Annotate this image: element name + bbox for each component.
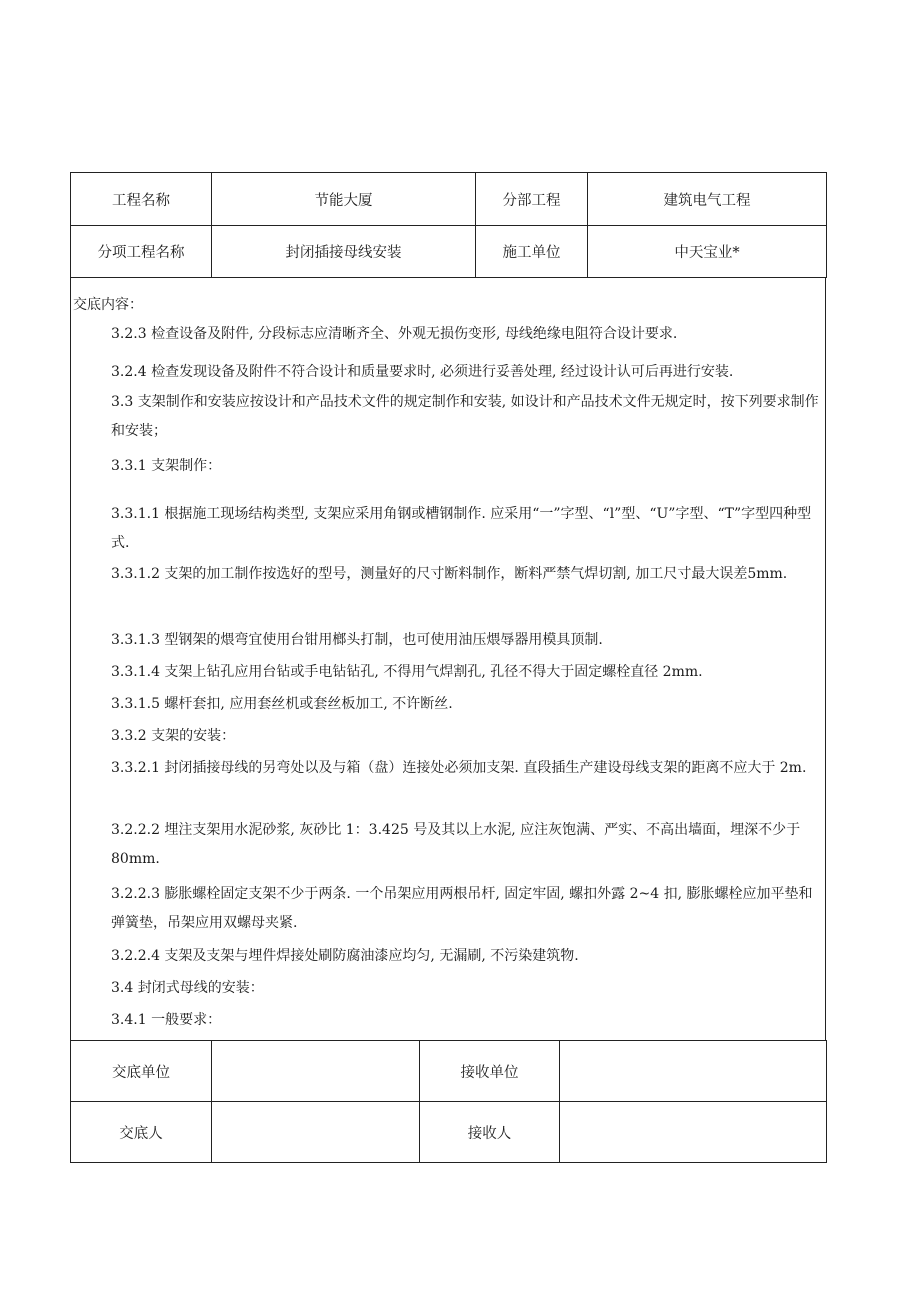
project-name-label: 工程名称 bbox=[71, 173, 212, 226]
signature-table bbox=[70, 1040, 827, 1163]
content-cell bbox=[70, 278, 826, 1040]
paragraph-3-3-1-1: 3.3.1.1 根据施工现场结构类型, 支架应采用角钢或槽钢制作. 应采用“一”字型、“l”型、“U”字型、“T”字型四种型式. bbox=[111, 506, 812, 551]
paragraph-3-3: 3.3 支架制作和安装应按设计和产品技术文件的规定制作和安装, 如设计和产品技术文件无规定时，按下列要求制作和安装； bbox=[111, 394, 819, 439]
project-name-value: 节能大厦 bbox=[212, 173, 476, 226]
paragraph-3-2-2-4: 3.2.2.4 支架及支架与埋件焊接处刷防腐油漆应均匀, 无漏刷, 不污染建筑物. bbox=[111, 948, 579, 964]
handover-person-label: 交底人 bbox=[71, 1102, 212, 1163]
header-row-project bbox=[71, 173, 827, 226]
contractor-label: 施工单位 bbox=[476, 226, 588, 278]
paragraph-3-3-2-1: 3.3.2.1 封闭插接母线的另弯处以及与箱（盘）连接处必须加支架. 直段插生产建设母线支架的距离不应大于 2m. bbox=[111, 760, 807, 776]
handover-unit-label: 交底单位 bbox=[71, 1041, 212, 1102]
paragraph-3-2-4: 3.2.4 检查发现设备及附件不符合设计和质量要求时, 必须进行妥善处理, 经过设计认可后再进行安装. bbox=[111, 364, 734, 380]
receiver-label: 接收人 bbox=[420, 1102, 560, 1163]
paragraph-3-3-1-3: 3.3.1.3 型钢架的煨弯宜使用台钳用榔头打制，也可使用油压煨辱器用模具顶制. bbox=[111, 632, 603, 648]
handover-person-value bbox=[212, 1102, 420, 1163]
contractor-value: 中天宝业* bbox=[588, 226, 827, 278]
paragraph-3-3-1-4: 3.3.1.4 支架上钻孔应用台钻或手电钻钻孔, 不得用气焊割孔, 孔径不得大于固定螺栓直径 2mm. bbox=[111, 664, 703, 680]
paragraph-3-3-1-5: 3.3.1.5 螺杆套扣, 应用套丝机或套丝板加工, 不许断丝. bbox=[111, 696, 453, 712]
subitem-label: 分项工程名称 bbox=[71, 226, 212, 278]
division-value: 建筑电气工程 bbox=[588, 173, 827, 226]
paragraph-3-2-3: 3.2.3 检查设备及附件, 分段标志应清晰齐全、外观无损伤变形, 母线绝缘电阻符合设计要求. bbox=[111, 326, 678, 342]
header-row-subitem bbox=[71, 226, 827, 278]
handover-form bbox=[70, 172, 826, 1163]
content-heading: 交底内容： bbox=[73, 297, 143, 313]
subitem-value: 封闭插接母线安装 bbox=[212, 226, 476, 278]
receiving-unit-value bbox=[560, 1041, 827, 1102]
paragraph-3-2-2-3: 3.2.2.3 膨胀螺栓固定支架不少于两条. 一个吊架应用两根吊杆, 固定牢固, 螺扣外露 2~4 扣, 膨胀螺栓应加平垫和弹簧垫，吊架应用双螺母夹紧. bbox=[111, 886, 813, 931]
receiving-unit-label: 接收单位 bbox=[420, 1041, 560, 1102]
header-table bbox=[70, 172, 827, 278]
paragraph-3-3-1: 3.3.1 支架制作： bbox=[111, 458, 222, 474]
paragraph-3-4-1: 3.4.1 一般要求： bbox=[111, 1012, 222, 1028]
paragraph-3-2-2-2: 3.2.2.2 埋注支架用水泥砂浆, 灰砂比 1：3.425 号及其以上水泥, 应注灰饱满、严实、不高出墙面，埋深不少于 80mm. bbox=[111, 822, 801, 867]
paragraph-3-3-1-2: 3.3.1.2 支架的加工制作按选好的型号，测量好的尺寸断料制作，断料严禁气焊切割, 加工尺寸最大误差5mm. bbox=[111, 566, 788, 582]
paragraph-3-3-2: 3.3.2 支架的安装： bbox=[111, 728, 236, 744]
division-label: 分部工程 bbox=[476, 173, 588, 226]
handover-unit-value bbox=[212, 1041, 420, 1102]
receiver-value bbox=[560, 1102, 827, 1163]
paragraph-3-4: 3.4 封闭式母线的安装： bbox=[111, 980, 264, 996]
signature-row-units bbox=[71, 1041, 827, 1102]
signature-row-persons bbox=[71, 1102, 827, 1163]
